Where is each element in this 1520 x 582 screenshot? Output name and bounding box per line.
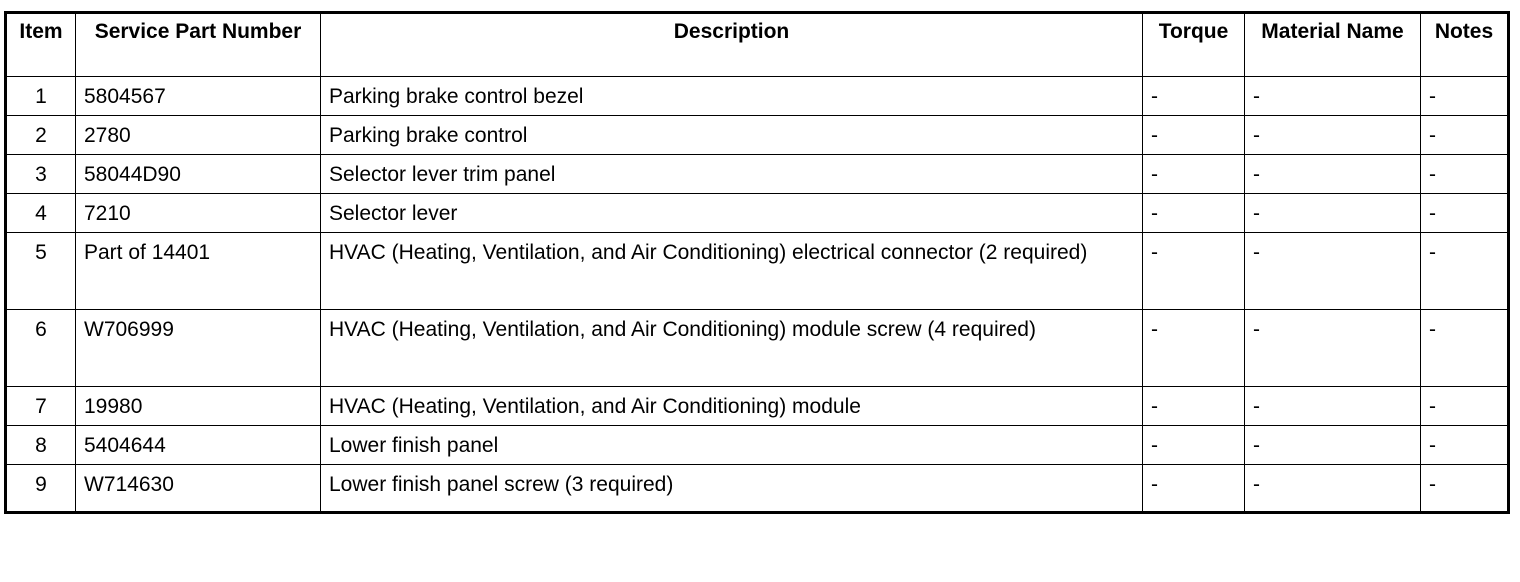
table-row [6, 387, 1509, 426]
cell-item: 3 [6, 155, 76, 194]
cell-material: - [1245, 310, 1421, 387]
cell-part-number: 5404644 [76, 426, 321, 465]
cell-notes: - [1421, 77, 1509, 116]
table-row [6, 116, 1509, 155]
cell-description: Selector lever trim panel [321, 155, 1143, 194]
cell-part-number: W714630 [76, 465, 321, 513]
cell-material: - [1245, 233, 1421, 310]
header-material-name: Material Name [1245, 13, 1421, 77]
header-item: Item [6, 13, 76, 77]
cell-description: Lower finish panel [321, 426, 1143, 465]
cell-part-number: 2780 [76, 116, 321, 155]
cell-torque: - [1143, 116, 1245, 155]
cell-notes: - [1421, 194, 1509, 233]
cell-notes: - [1421, 465, 1509, 513]
cell-part-number: 19980 [76, 387, 321, 426]
cell-torque: - [1143, 387, 1245, 426]
cell-part-number: W706999 [76, 310, 321, 387]
cell-item: 4 [6, 194, 76, 233]
cell-material: - [1245, 426, 1421, 465]
parts-table-container [4, 11, 1510, 514]
cell-item: 9 [6, 465, 76, 513]
cell-notes: - [1421, 387, 1509, 426]
cell-torque: - [1143, 194, 1245, 233]
cell-part-number: 5804567 [76, 77, 321, 116]
cell-torque: - [1143, 465, 1245, 513]
header-service-part-number: Service Part Number [76, 13, 321, 77]
cell-description: HVAC (Heating, Ventilation, and Air Conditioning) module screw (4 required) [321, 310, 1143, 387]
cell-description: Selector lever [321, 194, 1143, 233]
cell-description: Parking brake control [321, 116, 1143, 155]
cell-material: - [1245, 116, 1421, 155]
cell-part-number: 7210 [76, 194, 321, 233]
cell-torque: - [1143, 426, 1245, 465]
table-row [6, 426, 1509, 465]
cell-material: - [1245, 155, 1421, 194]
table-row [6, 155, 1509, 194]
cell-material: - [1245, 77, 1421, 116]
table-row [6, 233, 1509, 310]
cell-notes: - [1421, 155, 1509, 194]
table-row [6, 77, 1509, 116]
parts-table [4, 11, 1510, 514]
cell-item: 7 [6, 387, 76, 426]
cell-material: - [1245, 194, 1421, 233]
cell-description: Parking brake control bezel [321, 77, 1143, 116]
table-row [6, 465, 1509, 513]
cell-material: - [1245, 465, 1421, 513]
cell-torque: - [1143, 310, 1245, 387]
cell-item: 8 [6, 426, 76, 465]
header-notes: Notes [1421, 13, 1509, 77]
cell-description: Lower finish panel screw (3 required) [321, 465, 1143, 513]
cell-torque: - [1143, 155, 1245, 194]
table-row [6, 310, 1509, 387]
cell-part-number: Part of 14401 [76, 233, 321, 310]
cell-item: 6 [6, 310, 76, 387]
header-torque: Torque [1143, 13, 1245, 77]
cell-item: 2 [6, 116, 76, 155]
cell-part-number: 58044D90 [76, 155, 321, 194]
header-description: Description [321, 13, 1143, 77]
cell-notes: - [1421, 116, 1509, 155]
cell-torque: - [1143, 77, 1245, 116]
cell-material: - [1245, 387, 1421, 426]
cell-notes: - [1421, 233, 1509, 310]
cell-description: HVAC (Heating, Ventilation, and Air Conditioning) electrical connector (2 required) [321, 233, 1143, 310]
table-row [6, 194, 1509, 233]
cell-description: HVAC (Heating, Ventilation, and Air Conditioning) module [321, 387, 1143, 426]
table-header-row [6, 13, 1509, 77]
cell-torque: - [1143, 233, 1245, 310]
cell-item: 1 [6, 77, 76, 116]
cell-item: 5 [6, 233, 76, 310]
cell-notes: - [1421, 310, 1509, 387]
cell-notes: - [1421, 426, 1509, 465]
